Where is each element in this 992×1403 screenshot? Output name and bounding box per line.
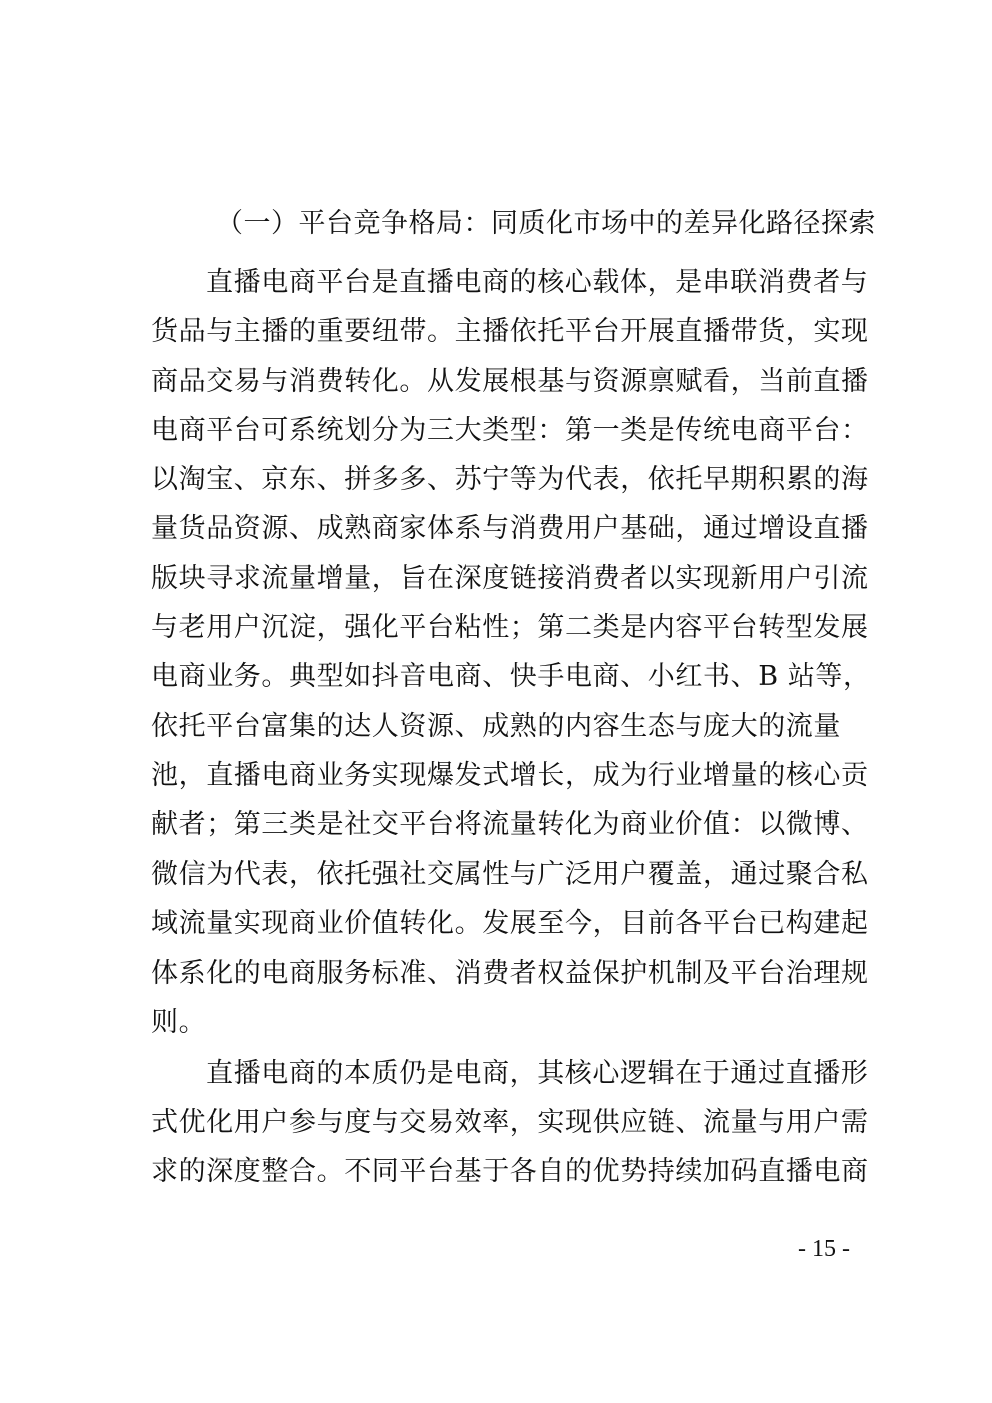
paragraph-1-line-3: 商品交易与消费转化。从发展根基与资源禀赋看，当前直播 [151, 366, 869, 397]
paragraph-1-line-7: 版块寻求流量增量，旨在深度链接消费者以实现新用户引流 [151, 563, 869, 594]
paragraph-1-line-1: 直播电商平台是直播电商的核心载体，是串联消费者与 [206, 267, 869, 298]
paragraph-1-line-10: 依托平台富集的达人资源、成熟的内容生态与庞大的流量 [151, 711, 841, 742]
paragraph-1-line-8: 与老用户沉淀，强化平台粘性；第二类是内容平台转型发展 [151, 612, 869, 643]
paragraph-1-line-6: 量货品资源、成熟商家体系与消费用户基础，通过增设直播 [151, 513, 869, 544]
paragraph-1-line-14: 域流量实现商业价值转化。发展至今，目前各平台已构建起 [151, 908, 869, 939]
paragraph-1-line-2: 货品与主播的重要纽带。主播依托平台开展直播带货，实现 [151, 316, 869, 347]
paragraph-1-line-4: 电商平台可系统划分为三大类型：第一类是传统电商平台： [151, 415, 869, 446]
paragraph-2-line-2: 式优化用户参与度与交易效率，实现供应链、流量与用户需 [151, 1107, 869, 1138]
paragraph-1-line-11: 池，直播电商业务实现爆发式增长，成为行业增量的核心贡 [151, 760, 869, 791]
page-number: - 15 - [798, 1236, 850, 1262]
paragraph-1-line-5: 以淘宝、京东、拼多多、苏宁等为代表，依托早期积累的海 [151, 464, 869, 495]
paragraph-1-line-12: 献者；第三类是社交平台将流量转化为商业价值：以微博、 [151, 809, 869, 840]
paragraph-2-line-3: 求的深度整合。不同平台基于各自的优势持续加码直播电商 [151, 1156, 869, 1187]
paragraph-2-line-1: 直播电商的本质仍是电商，其核心逻辑在于通过直播形 [206, 1058, 869, 1089]
paragraph-1-line-16: 则。 [151, 1007, 207, 1038]
paragraph-1-line-15: 体系化的电商服务标准、消费者权益保护机制及平台治理规 [151, 958, 869, 989]
paragraph-1-line-13: 微信为代表，依托强社交属性与广泛用户覆盖，通过聚合私 [151, 859, 869, 890]
section-heading: （一）平台竞争格局：同质化市场中的差异化路径探索 [216, 208, 876, 239]
paragraph-1-line-9: 电商业务。典型如抖音电商、快手电商、小红书、B 站等， [151, 661, 871, 692]
